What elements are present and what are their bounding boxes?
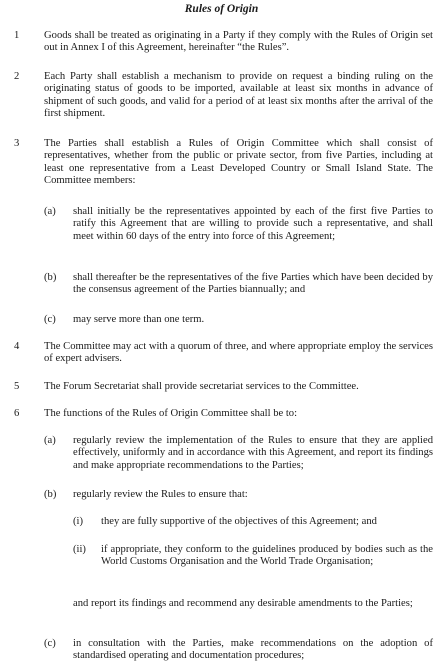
clause-number: 4 — [14, 341, 20, 352]
clause-number: 3 — [14, 138, 20, 149]
clause-5 — [14, 381, 433, 393]
subitem-numeral: (i) — [73, 516, 83, 527]
clause-6-b-continuation — [73, 598, 433, 610]
clause-2 — [14, 71, 433, 121]
subclause-text: may serve more than one term. — [73, 314, 205, 325]
clause-text: The Committee may act with a quorum of three, and where appropriate employ the services of expert advisers. — [44, 341, 433, 365]
clause-6-b-ii — [73, 544, 433, 569]
clause-6-a — [44, 435, 433, 472]
clause-4 — [14, 341, 433, 366]
clause-3 — [14, 138, 433, 188]
clause-1 — [14, 30, 433, 55]
clause-6-b — [44, 489, 433, 501]
page-title: Rules of Origin — [184, 3, 259, 15]
clause-6-c — [44, 638, 433, 663]
clause-text: Each Party shall establish a mechanism to provide on request a binding ruling on the originating status of goods to be imported, available at least six months in advance of shipment of such goods, and valid for a period of at least six months after the arrival of the first shipment. — [44, 71, 433, 120]
clause-number: 1 — [14, 30, 20, 41]
subclause-text: regularly review the implementation of the Rules to ensure that they are applied effectively, uniformly and in accordance with this Agreement, and report its findings and make appropriate recommendations to the Parties; — [73, 435, 433, 471]
clause-6-b-i — [73, 516, 433, 528]
subclause-letter: (b) — [44, 489, 57, 500]
clause-6 — [14, 408, 433, 420]
clause-text: The Parties shall establish a Rules of Origin Committee which shall consist of representatives, whether from the public or private sector, from five Parties, including at least one representative from a Least Developed Country or Small Island State. The Committee members: — [44, 138, 433, 187]
continuation-text: and report its findings and recommend any desirable amendments to the Parties; — [73, 598, 413, 609]
clause-text: The functions of the Rules of Origin Committee shall be to: — [44, 408, 298, 419]
subclause-letter: (a) — [44, 206, 56, 217]
subclause-letter: (c) — [44, 638, 56, 649]
clause-3-c — [44, 314, 433, 326]
subclause-text: shall thereafter be the representatives of the five Parties which have been decided by the consensus agreement of the Parties biannually; and — [73, 272, 433, 296]
subclause-text: shall initially be the representatives appointed by each of the first five Parties to ratify this Agreement that are willing to provide such a representative, and shall meet within 60 days of the entry into force of this Agreement; — [73, 206, 433, 242]
clause-number: 5 — [14, 381, 20, 392]
subclause-letter: (c) — [44, 314, 56, 325]
clause-number: 6 — [14, 408, 20, 419]
subclause-text: regularly review the Rules to ensure that: — [73, 489, 248, 500]
subclause-letter: (b) — [44, 272, 57, 283]
subclause-text: in consultation with the Parties, make recommendations on the adoption of standardised operating and documentation procedures; — [73, 638, 433, 662]
subitem-text: they are fully supportive of the objectives of this Agreement; and — [101, 516, 377, 527]
clause-text: The Forum Secretariat shall provide secretariat services to the Committee. — [44, 381, 359, 392]
subclause-letter: (a) — [44, 435, 56, 446]
clause-text: Goods shall be treated as originating in a Party if they comply with the Rules of Origin set out in Annex I of this Agreement, hereinafter “the Rules”. — [44, 30, 433, 54]
subitem-numeral: (ii) — [73, 544, 86, 555]
subitem-text: if appropriate, they conform to the guidelines produced by bodies such as the World Customs Organisation and the World Trade Organisation; — [101, 544, 433, 568]
clause-3-b — [44, 272, 433, 297]
clause-number: 2 — [14, 71, 20, 82]
clause-3-a — [44, 206, 433, 243]
